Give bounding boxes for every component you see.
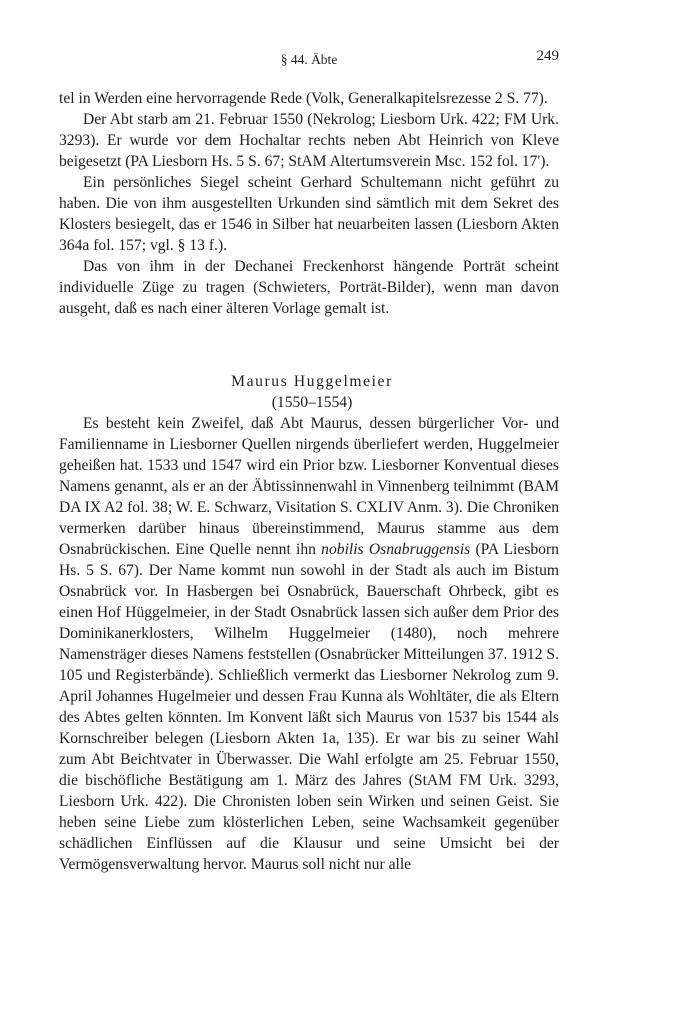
abbot-name: Maurus Huggelmeier [231, 373, 393, 390]
paragraph-maurus [59, 413, 559, 875]
body-text [59, 88, 559, 875]
paragraph-death: Der Abt starb am 21. Februar 1550 (Nekrolog; Liesborn Urk. 422; FM Urk. 3293). Er wurde vor dem Hochaltar rechts neben Abt Heinrich von Kleve beigesetzt (PA Liesborn Hs. 5 S. 67; StAM Altertumsverein Msc. 152 fol. 17'). [59, 111, 559, 170]
running-head [59, 48, 559, 72]
paragraph-portrait: Das von ihm in der Dechanei Freckenhorst hängende Porträt scheint individuelle Züge zu tragen (Schwieters, Porträt-Bilder), wenn man davon ausgeht, daß es nach einer älteren Vorlage gemalt ist. [59, 258, 559, 317]
abbot-years: (1550–1554) [271, 394, 353, 411]
book-page [59, 48, 559, 875]
paragraph-maurus-part1: Es besteht kein Zweifel, daß Abt Maurus, dessen bürgerlicher Vor- und Familienname in Liesborner Quellen nirgends überliefert werden, Huggelmeier geheißen hat. 1533 und 1547 wird ein Prior bzw. Liesborner Konventual dieses Namens genannt, als er an der Äbtissinnenwahl in Vinnenberg teilnimmt (BAM DA IX A2 fol. 38; W. E. Schwarz, Visitation S. CXLIV Anm. 3). Die Chroniken vermerken darüber hinaus übereinstimmend, Maurus stamme aus dem Osnabrückischen. Eine Quelle nennt ihn [59, 415, 559, 558]
section-heading [59, 371, 559, 413]
paragraph-continuation: tel in Werden eine hervorragende Rede (Volk, Generalkapitelsrezesse 2 S. 77). [59, 90, 548, 107]
latin-quote: nobilis Osnabruggensis [321, 541, 471, 558]
page-number: 249 [536, 48, 559, 64]
section-title: § 44. Äbte [280, 52, 338, 67]
paragraph-seal: Ein persönliches Siegel scheint Gerhard Schultemann nicht geführt zu haben. Die von ihm ausgestellten Urkunden sind sämtlich mit dem Sekret des Klosters besiegelt, das er 1546 in Silber hat neuarbeiten lassen (Liesborn Akten 364a fol. 157; vgl. § 13 f.). [59, 174, 559, 254]
paragraph-maurus-part2: (PA Liesborn Hs. 5 S. 67). Der Name kommt nun sowohl in der Stadt als auch im Bistum Osnabrück vor. In Hasbergen bei Osnabrück, Bauerschaft Ohrbeck, gibt es einen Hof Hüggelmeier, in der Stadt Osnabrück lassen sich außer dem Prior des Dominikanerklosters, Wilhelm Huggelmeier (1480), noch mehrere Namensträger dieses Namens feststellen (Osnabrücker Mitteilungen 37. 1912 S. 105 und Registerbände). Schließlich vermerkt das Liesborner Nekrolog zum 9. April Johannes Hugelmeier und dessen Frau Kunna als Wohltäter, die als Eltern des Abtes gelten könnten. Im Konvent läßt sich Maurus von 1537 bis 1544 als Kornschreiber belegen (Liesborn Akten 1a, 135). Er war bis zu seiner Wahl zum Abt Beichtvater in Überwasser. Die Wahl erfolgte am 25. Februar 1550, die bischöfliche Bestätigung am 1. März des Jahres (StAM FM Urk. 3293, Liesborn Urk. 422). Die Chronisten loben sein Wirken und seinen Geist. Sie heben seine Liebe zum klösterlichen Leben, seine Wachsamkeit gegenüber schädlichen Einflüssen auf die Klausur und seine Umsicht bei der Vermögensverwaltung hervor. Maurus soll nicht nur alle [59, 541, 559, 873]
